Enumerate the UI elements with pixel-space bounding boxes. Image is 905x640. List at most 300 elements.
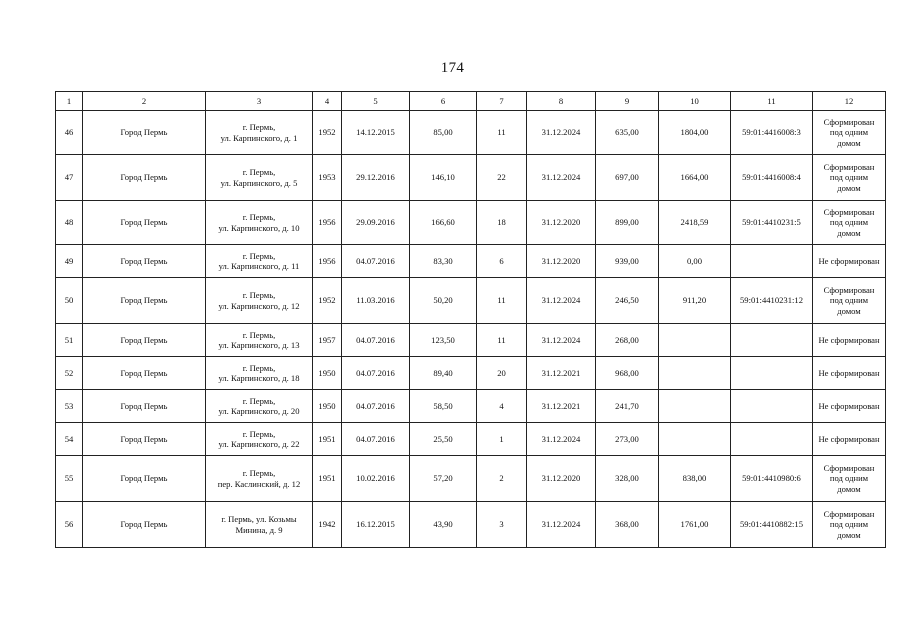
row-number-cell (56, 111, 83, 155)
status-cell-line: под одним (829, 295, 869, 306)
status-cell (813, 111, 886, 155)
year-cell (313, 456, 342, 502)
value10-cell (659, 111, 731, 155)
year-cell-line: 1952 (318, 127, 336, 138)
status-cell-line: под одним (829, 127, 869, 138)
value9-cell (596, 155, 659, 201)
count-cell-line: 2 (499, 473, 504, 484)
area-cell (410, 324, 477, 357)
area-cell (410, 201, 477, 245)
table-row (56, 390, 886, 423)
area-cell-line: 89,40 (433, 367, 453, 378)
cadastral-cell (731, 502, 813, 548)
value10-cell (659, 245, 731, 278)
row-number-cell (56, 357, 83, 390)
status-cell-line: Сформирован (823, 206, 875, 217)
status-cell (813, 324, 886, 357)
deadline-cell-line: 31.12.2024 (541, 295, 581, 306)
year-cell (313, 324, 342, 357)
status-cell-line: домом (837, 529, 861, 540)
city-cell-line: Город Пермь (120, 400, 168, 411)
address-cell-line: г. Пермь, (242, 212, 276, 222)
address-cell-line: г. Пермь, (242, 329, 276, 340)
value9-cell (596, 324, 659, 357)
value9-cell (596, 278, 659, 324)
date-cell (342, 357, 410, 390)
city-cell (83, 456, 206, 502)
deadline-cell (527, 245, 596, 278)
year-cell (313, 155, 342, 201)
status-cell-line: домом (837, 305, 861, 316)
column-header: 6 (410, 92, 477, 111)
column-header: 1 (56, 92, 83, 111)
row-number-cell-line: 52 (64, 367, 74, 378)
status-cell-line: Не сформирован (818, 255, 880, 266)
column-number-row (56, 92, 886, 111)
row-number-cell (56, 324, 83, 357)
row-number-cell (56, 201, 83, 245)
status-cell-line: Не сформирован (818, 433, 880, 444)
deadline-cell-line: 31.12.2024 (541, 172, 581, 183)
status-cell-line: Сформирован (823, 462, 875, 473)
deadline-cell (527, 278, 596, 324)
status-cell-line: под одним (829, 172, 869, 183)
row-number-cell-line: 49 (64, 255, 74, 266)
cadastral-cell (731, 357, 813, 390)
city-cell-line: Город Пермь (120, 519, 168, 530)
year-cell-line: 1951 (318, 433, 336, 444)
count-cell (477, 357, 527, 390)
column-header: 9 (596, 92, 659, 111)
count-cell-line: 11 (497, 127, 506, 138)
count-cell-line: 22 (497, 172, 506, 183)
value9-cell (596, 357, 659, 390)
deadline-cell-line: 31.12.2024 (541, 433, 581, 444)
status-cell-line: домом (837, 483, 861, 494)
city-cell (83, 423, 206, 456)
deadline-cell-line: 31.12.2020 (541, 473, 581, 484)
table-row (56, 357, 886, 390)
count-cell (477, 502, 527, 548)
year-cell-line: 1942 (318, 519, 336, 530)
status-cell-line: Сформирован (823, 161, 875, 172)
area-cell-line: 43,90 (433, 519, 453, 530)
value10-cell (659, 357, 731, 390)
row-number-cell-line: 48 (64, 217, 74, 228)
status-cell-line: Не сформирован (818, 400, 880, 411)
cadastral-cell (731, 155, 813, 201)
year-cell-line: 1950 (318, 400, 336, 411)
date-cell-line: 04.07.2016 (356, 400, 395, 411)
row-number-cell (56, 278, 83, 324)
deadline-cell (527, 155, 596, 201)
address-cell-line: ул. Карпинского, д. 20 (218, 406, 300, 416)
area-cell (410, 357, 477, 390)
value9-cell-line: 268,00 (615, 334, 639, 345)
row-number-cell-line: 55 (64, 473, 74, 484)
deadline-cell-line: 31.12.2024 (541, 519, 581, 530)
status-cell-line: под одним (829, 519, 869, 530)
address-cell-line: пер. Каслинский, д. 12 (217, 478, 301, 489)
address-cell (206, 201, 313, 245)
count-cell-line: 1 (499, 433, 504, 444)
date-cell-line: 04.07.2016 (356, 255, 395, 266)
status-cell-line: под одним (829, 217, 869, 228)
area-cell-line: 123,50 (431, 334, 455, 345)
area-cell (410, 502, 477, 548)
column-header: 12 (813, 92, 886, 111)
status-cell (813, 502, 886, 548)
status-cell (813, 245, 886, 278)
area-cell-line: 166,60 (431, 217, 455, 228)
value10-cell (659, 278, 731, 324)
value9-cell (596, 111, 659, 155)
column-header: 3 (206, 92, 313, 111)
value9-cell-line: 273,00 (615, 433, 639, 444)
value10-cell (659, 456, 731, 502)
value10-cell (659, 155, 731, 201)
address-cell-line: ул. Карпинского, д. 10 (218, 222, 300, 233)
date-cell-line: 10.02.2016 (356, 473, 395, 484)
deadline-cell (527, 201, 596, 245)
address-cell-line: г. Пермь, ул. Козьмы (221, 514, 297, 524)
address-cell-line: ул. Карпинского, д. 1 (220, 132, 298, 143)
deadline-cell (527, 357, 596, 390)
cadastral-cell (731, 423, 813, 456)
count-cell (477, 423, 527, 456)
year-cell (313, 111, 342, 155)
cadastral-cell (731, 111, 813, 155)
value10-cell (659, 502, 731, 548)
cadastral-cell-line: 59:01:4416008:4 (742, 172, 801, 183)
address-cell-line: г. Пермь, (242, 395, 276, 406)
deadline-cell (527, 456, 596, 502)
status-cell-line: Не сформирован (818, 334, 880, 345)
row-number-cell (56, 456, 83, 502)
count-cell-line: 20 (497, 367, 506, 378)
date-cell (342, 456, 410, 502)
value10-cell-line: 838,00 (682, 473, 707, 484)
value9-cell-line: 939,00 (615, 255, 639, 266)
address-cell (206, 423, 313, 456)
area-cell (410, 111, 477, 155)
cadastral-cell-line: 59:01:4410231:12 (739, 295, 804, 306)
status-cell-line: Сформирован (823, 508, 875, 519)
status-cell-line: Сформирован (823, 116, 875, 127)
count-cell (477, 155, 527, 201)
area-cell (410, 245, 477, 278)
city-cell-line: Город Пермь (120, 295, 168, 306)
column-header: 2 (83, 92, 206, 111)
city-cell-line: Город Пермь (120, 473, 168, 484)
deadline-cell (527, 502, 596, 548)
row-number-cell (56, 423, 83, 456)
value9-cell-line: 328,00 (615, 473, 639, 484)
status-cell-line: домом (837, 137, 861, 148)
address-cell (206, 111, 313, 155)
value10-cell-line: 0,00 (686, 255, 703, 266)
status-cell-line: домом (837, 182, 861, 193)
value10-cell-line: 911,20 (682, 295, 707, 306)
date-cell-line: 29.12.2016 (356, 172, 395, 183)
address-cell (206, 502, 313, 548)
column-header: 8 (527, 92, 596, 111)
area-cell-line: 57,20 (433, 473, 453, 484)
date-cell-line: 04.07.2016 (356, 334, 395, 345)
status-cell-line: домом (837, 227, 861, 238)
date-cell (342, 423, 410, 456)
table-header (56, 92, 886, 111)
address-cell-line: г. Пермь, (242, 468, 276, 478)
city-cell (83, 155, 206, 201)
year-cell (313, 390, 342, 423)
row-number-cell-line: 50 (64, 295, 74, 306)
address-cell (206, 324, 313, 357)
year-cell-line: 1956 (318, 217, 336, 228)
date-cell (342, 324, 410, 357)
status-cell (813, 456, 886, 502)
city-cell (83, 324, 206, 357)
deadline-cell (527, 423, 596, 456)
row-number-cell-line: 53 (64, 400, 74, 411)
cadastral-cell (731, 245, 813, 278)
row-number-cell-line: 47 (64, 172, 74, 183)
city-cell-line: Город Пермь (120, 217, 168, 228)
cadastral-cell-line: 59:01:4410980:6 (742, 473, 801, 484)
year-cell (313, 502, 342, 548)
address-cell-line: ул. Карпинского, д. 18 (218, 373, 300, 383)
address-cell-line: Минина, д. 9 (235, 524, 283, 535)
address-cell-line: ул. Карпинского, д. 22 (218, 439, 300, 449)
year-cell (313, 423, 342, 456)
table-row (56, 324, 886, 357)
address-cell-line: г. Пермь, (242, 167, 276, 177)
column-header: 7 (477, 92, 527, 111)
value9-cell (596, 245, 659, 278)
city-cell-line: Город Пермь (120, 172, 168, 183)
city-cell (83, 245, 206, 278)
address-cell (206, 278, 313, 324)
cadastral-cell-line: 59:01:4410231:5 (742, 217, 801, 228)
area-cell-line: 58,50 (433, 400, 453, 411)
row-number-cell (56, 155, 83, 201)
status-cell (813, 390, 886, 423)
date-cell (342, 111, 410, 155)
value9-cell-line: 697,00 (615, 172, 639, 183)
deadline-cell (527, 324, 596, 357)
status-cell (813, 201, 886, 245)
area-cell-line: 25,50 (433, 433, 453, 444)
value10-cell (659, 423, 731, 456)
address-cell (206, 357, 313, 390)
count-cell (477, 390, 527, 423)
city-cell (83, 111, 206, 155)
column-header: 5 (342, 92, 410, 111)
housing-registry-table (55, 91, 886, 548)
row-number-cell (56, 390, 83, 423)
area-cell-line: 50,20 (433, 295, 453, 306)
count-cell-line: 18 (497, 217, 506, 228)
cadastral-cell (731, 390, 813, 423)
count-cell-line: 6 (499, 255, 504, 266)
table-row (56, 423, 886, 456)
status-cell (813, 423, 886, 456)
address-cell-line: ул. Карпинского, д. 5 (220, 177, 298, 188)
city-cell-line: Город Пермь (120, 255, 168, 266)
count-cell (477, 201, 527, 245)
value9-cell-line: 968,00 (615, 367, 639, 378)
area-cell-line: 83,30 (433, 255, 453, 266)
count-cell (477, 456, 527, 502)
table-row (56, 502, 886, 548)
count-cell (477, 324, 527, 357)
area-cell (410, 423, 477, 456)
address-cell (206, 390, 313, 423)
address-cell (206, 245, 313, 278)
address-cell (206, 456, 313, 502)
status-cell-line: под одним (829, 473, 869, 484)
deadline-cell (527, 390, 596, 423)
area-cell (410, 155, 477, 201)
year-cell (313, 201, 342, 245)
row-number-cell-line: 54 (64, 433, 74, 444)
address-cell-line: г. Пермь, (242, 122, 276, 132)
value9-cell (596, 456, 659, 502)
count-cell-line: 11 (497, 334, 506, 345)
date-cell (342, 201, 410, 245)
address-cell (206, 155, 313, 201)
city-cell-line: Город Пермь (120, 433, 168, 444)
value9-cell-line: 241,70 (615, 400, 639, 411)
area-cell (410, 390, 477, 423)
cadastral-cell-line: 59:01:4410882:15 (739, 519, 804, 530)
value9-cell-line: 246,50 (615, 295, 639, 306)
address-cell-line: г. Пермь, (242, 362, 276, 373)
status-cell (813, 278, 886, 324)
area-cell-line: 85,00 (433, 127, 453, 138)
cadastral-cell (731, 201, 813, 245)
address-cell-line: ул. Карпинского, д. 13 (218, 340, 300, 350)
count-cell-line: 4 (499, 400, 504, 411)
address-cell-line: ул. Карпинского, д. 11 (218, 261, 300, 271)
count-cell (477, 278, 527, 324)
deadline-cell-line: 31.12.2020 (541, 217, 581, 228)
city-cell-line: Город Пермь (120, 334, 168, 345)
value10-cell (659, 201, 731, 245)
deadline-cell-line: 31.12.2021 (541, 400, 581, 411)
table-row (56, 155, 886, 201)
status-cell-line: Не сформирован (818, 367, 880, 378)
city-cell (83, 390, 206, 423)
address-cell-line: г. Пермь, (242, 428, 276, 439)
cadastral-cell-line: 59:01:4416008:3 (742, 127, 801, 138)
date-cell-line: 11.03.2016 (356, 295, 395, 306)
table-row (56, 245, 886, 278)
column-header: 4 (313, 92, 342, 111)
table-row (56, 456, 886, 502)
date-cell (342, 245, 410, 278)
count-cell (477, 245, 527, 278)
cadastral-cell (731, 456, 813, 502)
cadastral-cell (731, 324, 813, 357)
value9-cell (596, 201, 659, 245)
year-cell (313, 357, 342, 390)
year-cell-line: 1957 (318, 334, 336, 345)
value10-cell-line: 1664,00 (680, 172, 709, 183)
status-cell (813, 357, 886, 390)
deadline-cell-line: 31.12.2021 (541, 367, 581, 378)
city-cell (83, 357, 206, 390)
deadline-cell-line: 31.12.2024 (541, 127, 581, 138)
deadline-cell (527, 111, 596, 155)
year-cell-line: 1953 (318, 172, 336, 183)
value9-cell (596, 423, 659, 456)
value9-cell-line: 899,00 (615, 217, 639, 228)
value9-cell (596, 502, 659, 548)
area-cell (410, 278, 477, 324)
table-row (56, 201, 886, 245)
value10-cell (659, 324, 731, 357)
page-number: 174 (440, 60, 465, 76)
table-row (56, 111, 886, 155)
date-cell-line: 16.12.2015 (356, 519, 395, 530)
date-cell-line: 04.07.2016 (356, 433, 395, 444)
year-cell-line: 1951 (318, 473, 336, 484)
row-number-cell-line: 46 (64, 127, 74, 138)
address-cell-line: г. Пермь, (242, 250, 276, 261)
year-cell (313, 245, 342, 278)
column-header: 10 (659, 92, 731, 111)
value10-cell-line: 1761,00 (680, 519, 709, 530)
row-number-cell (56, 245, 83, 278)
column-header: 11 (731, 92, 813, 111)
year-cell-line: 1956 (318, 255, 336, 266)
area-cell-line: 146,10 (431, 172, 455, 183)
address-cell-line: ул. Карпинского, д. 12 (218, 300, 300, 311)
city-cell (83, 201, 206, 245)
date-cell (342, 502, 410, 548)
city-cell (83, 278, 206, 324)
value10-cell (659, 390, 731, 423)
date-cell (342, 278, 410, 324)
value10-cell-line: 1804,00 (680, 127, 709, 138)
value10-cell-line: 2418,59 (680, 217, 709, 228)
deadline-cell-line: 31.12.2024 (541, 334, 581, 345)
table-body (56, 111, 886, 548)
count-cell (477, 111, 527, 155)
value9-cell-line: 635,00 (615, 127, 639, 138)
area-cell (410, 456, 477, 502)
address-cell-line: г. Пермь, (242, 290, 276, 300)
date-cell-line: 04.07.2016 (356, 367, 395, 378)
count-cell-line: 3 (499, 519, 504, 530)
date-cell-line: 29.09.2016 (356, 217, 395, 228)
table-row (56, 278, 886, 324)
date-cell-line: 14.12.2015 (356, 127, 395, 138)
date-cell (342, 390, 410, 423)
cadastral-cell (731, 278, 813, 324)
count-cell-line: 11 (497, 295, 506, 306)
city-cell-line: Город Пермь (120, 367, 168, 378)
deadline-cell-line: 31.12.2020 (541, 255, 581, 266)
row-number-cell-line: 51 (64, 334, 74, 345)
value9-cell (596, 390, 659, 423)
date-cell (342, 155, 410, 201)
city-cell-line: Город Пермь (120, 127, 168, 138)
year-cell-line: 1952 (318, 295, 336, 306)
status-cell (813, 155, 886, 201)
year-cell (313, 278, 342, 324)
